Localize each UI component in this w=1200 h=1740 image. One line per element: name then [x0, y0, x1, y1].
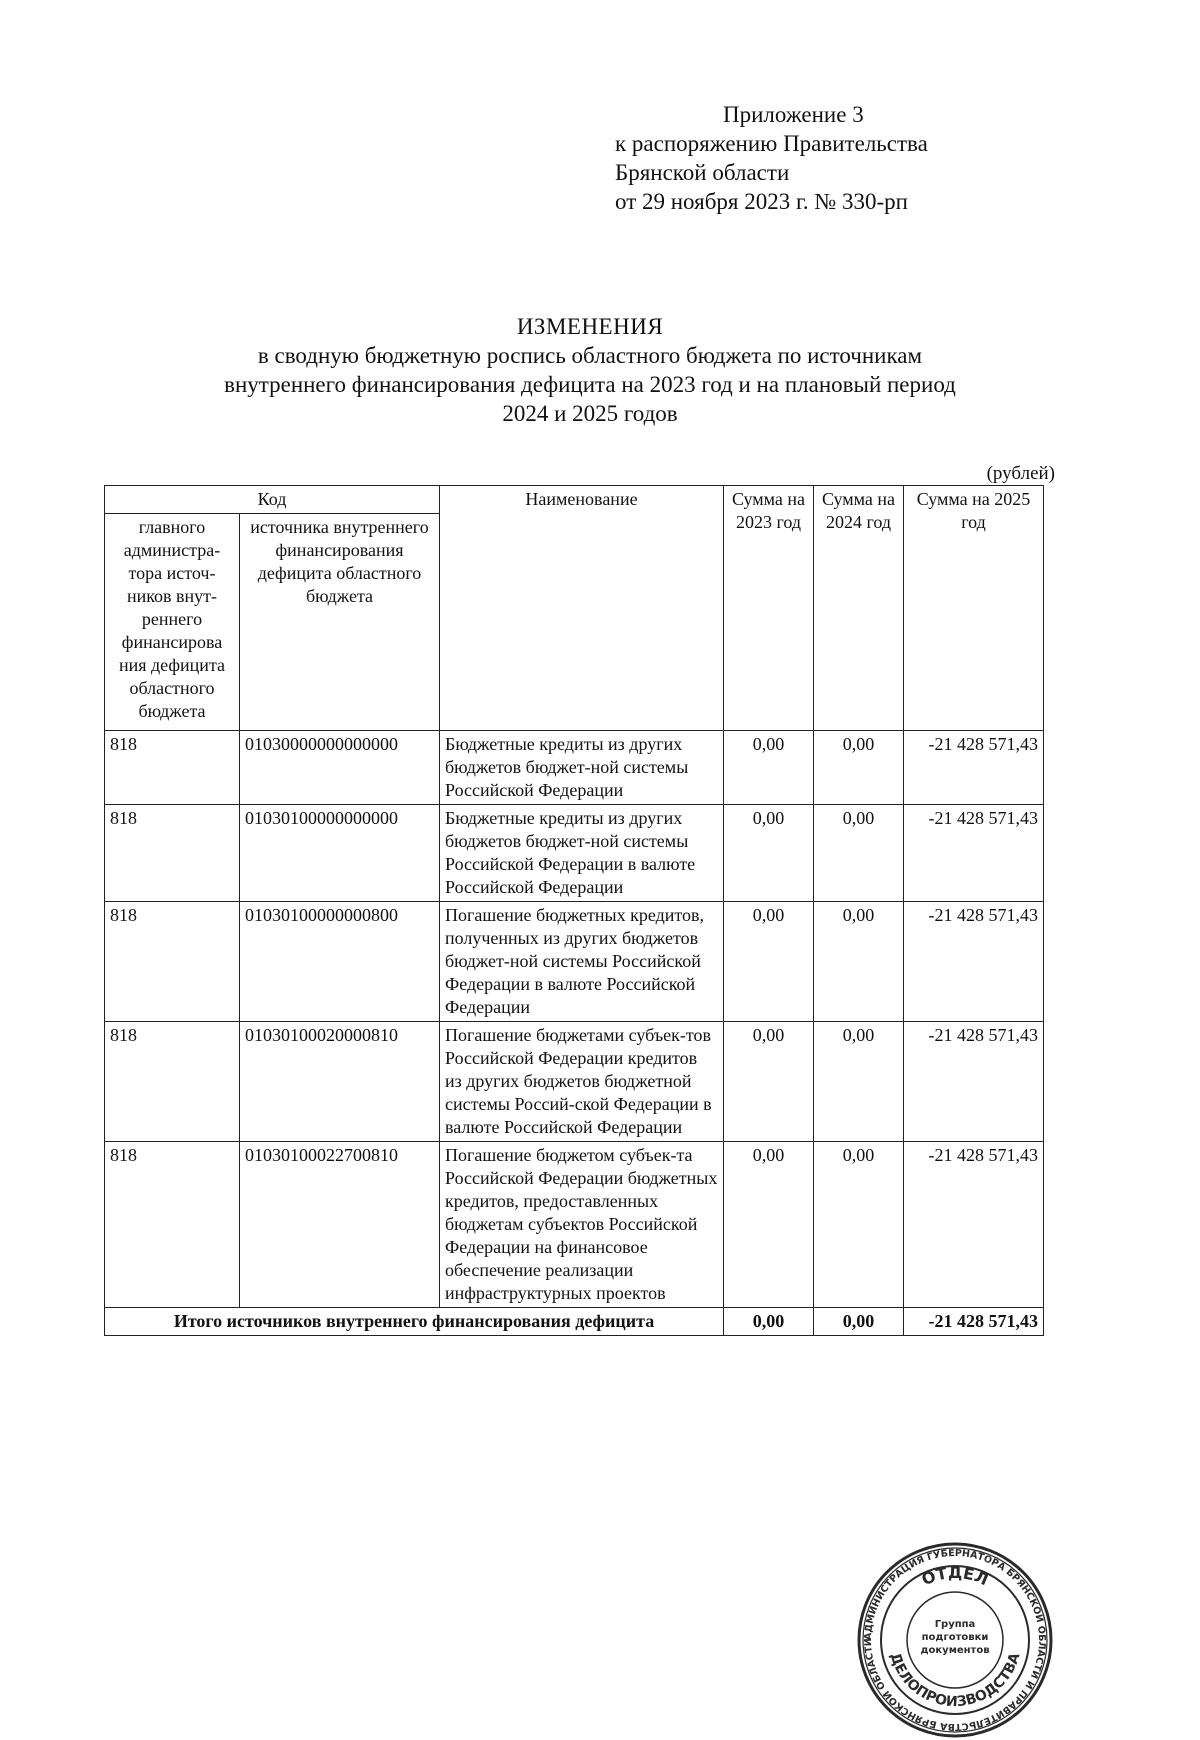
- seal-center: [913, 1618, 997, 1664]
- cell-code: 01030100000000000: [240, 805, 440, 902]
- seal-center-text: Группа подготовки документов: [920, 1619, 990, 1656]
- cell-sum-2023: 0,00: [724, 1142, 814, 1308]
- total-sum-2025: -21 428 571,43: [904, 1308, 1044, 1336]
- cell-sum-2025: -21 428 571,43: [904, 1142, 1044, 1308]
- table-row: [105, 805, 1044, 902]
- seal-top-text: ОТДЕЛ: [918, 1563, 992, 1590]
- seal-outer-text: АДМИНИСТРАЦИЯ ГУБЕРНАТОРА БРЯНСКОЙ ОБЛАСТИ И ПРАВИТЕЛЬСТВА БРЯНСКОЙ ОБЛАСТИ: [862, 1547, 1048, 1733]
- document-title: [100, 312, 1080, 428]
- title-line-1: в сводную бюджетную роспись областного бюджета по источникам: [257, 343, 923, 368]
- header-name: Наименование: [440, 486, 724, 731]
- header-sum-2025: Сумма на 2025 год: [904, 486, 1044, 731]
- cell-sum-2025: -21 428 571,43: [904, 731, 1044, 805]
- header-admin: главного администра-тора источ-ников внут-реннего финансирова ния дефицита областного бюджета: [105, 514, 240, 731]
- table-row: [105, 1022, 1044, 1142]
- cell-name: Погашение бюджетом субъек-та Российской Федерации бюджетных кредитов, предоставленных бюджетам субъектов Российской Федерации на финансовое обеспечение реализации инфраструктурных проектов: [440, 1142, 724, 1308]
- cell-sum-2023: 0,00: [724, 731, 814, 805]
- official-seal: [855, 1540, 1055, 1740]
- title-main: ИЗМЕНЕНИЯ: [516, 314, 664, 339]
- cell-code: 01030000000000000: [240, 731, 440, 805]
- cell-sum-2023: 0,00: [724, 1022, 814, 1142]
- cell-sum-2025: -21 428 571,43: [904, 805, 1044, 902]
- cell-name: Бюджетные кредиты из других бюджетов бюджет-ной системы Российской Федерации в валюте Российской Федерации: [440, 805, 724, 902]
- title-line-3: 2024 и 2025 годов: [502, 401, 678, 426]
- cell-name: Погашение бюджетами субъек-тов Российской Федерации кредитов из других бюджетов бюджетной системы Россий-ской Федерации в валюте Российской Федерации: [440, 1022, 724, 1142]
- annex-date-number: от 29 ноября 2023 г. № 330-рп: [615, 189, 908, 214]
- cell-sum-2024: 0,00: [814, 902, 904, 1022]
- total-row: [105, 1308, 1044, 1336]
- cell-admin: 818: [105, 731, 240, 805]
- header-code: Код: [105, 486, 440, 514]
- total-label: Итого источников внутреннего финансирования дефицита: [105, 1308, 724, 1336]
- seal-bottom-text: ДЕЛОПРОИЗВОДСТВА: [886, 1650, 1024, 1711]
- header-source: источника внутреннего финансирования дефицита областного бюджета: [240, 514, 440, 731]
- header-row: [105, 486, 1044, 514]
- cell-admin: 818: [105, 1142, 240, 1308]
- table-row: [105, 1142, 1044, 1308]
- table-row: [105, 902, 1044, 1022]
- cell-code: 01030100020000810: [240, 1022, 440, 1142]
- header-sum-2024: Сумма на 2024 год: [814, 486, 904, 731]
- cell-sum-2025: -21 428 571,43: [904, 1022, 1044, 1142]
- header-sum-2023: Сумма на 2023 год: [724, 486, 814, 731]
- total-sum-2023: 0,00: [724, 1308, 814, 1336]
- cell-admin: 818: [105, 902, 240, 1022]
- annex-reference: к распоряжению Правительства: [615, 131, 928, 156]
- cell-sum-2024: 0,00: [814, 1022, 904, 1142]
- cell-admin: 818: [105, 1022, 240, 1142]
- cell-sum-2023: 0,00: [724, 902, 814, 1022]
- cell-name: Погашение бюджетных кредитов, полученных из других бюджетов бюджет-ной системы Российской Федерации в валюте Российской Федерации: [440, 902, 724, 1022]
- table-row: [105, 731, 1044, 805]
- annex-number: Приложение 3: [723, 102, 864, 127]
- cell-sum-2024: 0,00: [814, 1142, 904, 1308]
- annex-block: [615, 100, 928, 216]
- cell-sum-2024: 0,00: [814, 805, 904, 902]
- units-label: (рублей): [986, 463, 1055, 484]
- cell-code: 01030100000000800: [240, 902, 440, 1022]
- cell-sum-2023: 0,00: [724, 805, 814, 902]
- cell-sum-2024: 0,00: [814, 731, 904, 805]
- title-line-2: внутреннего финансирования дефицита на 2023 год и на плановый период: [224, 372, 956, 397]
- total-sum-2024: 0,00: [814, 1308, 904, 1336]
- cell-sum-2025: -21 428 571,43: [904, 902, 1044, 1022]
- budget-table: [104, 485, 1044, 1336]
- cell-code: 01030100022700810: [240, 1142, 440, 1308]
- cell-admin: 818: [105, 805, 240, 902]
- cell-name: Бюджетные кредиты из других бюджетов бюджет-ной системы Российской Федерации: [440, 731, 724, 805]
- annex-region: Брянской области: [615, 160, 790, 185]
